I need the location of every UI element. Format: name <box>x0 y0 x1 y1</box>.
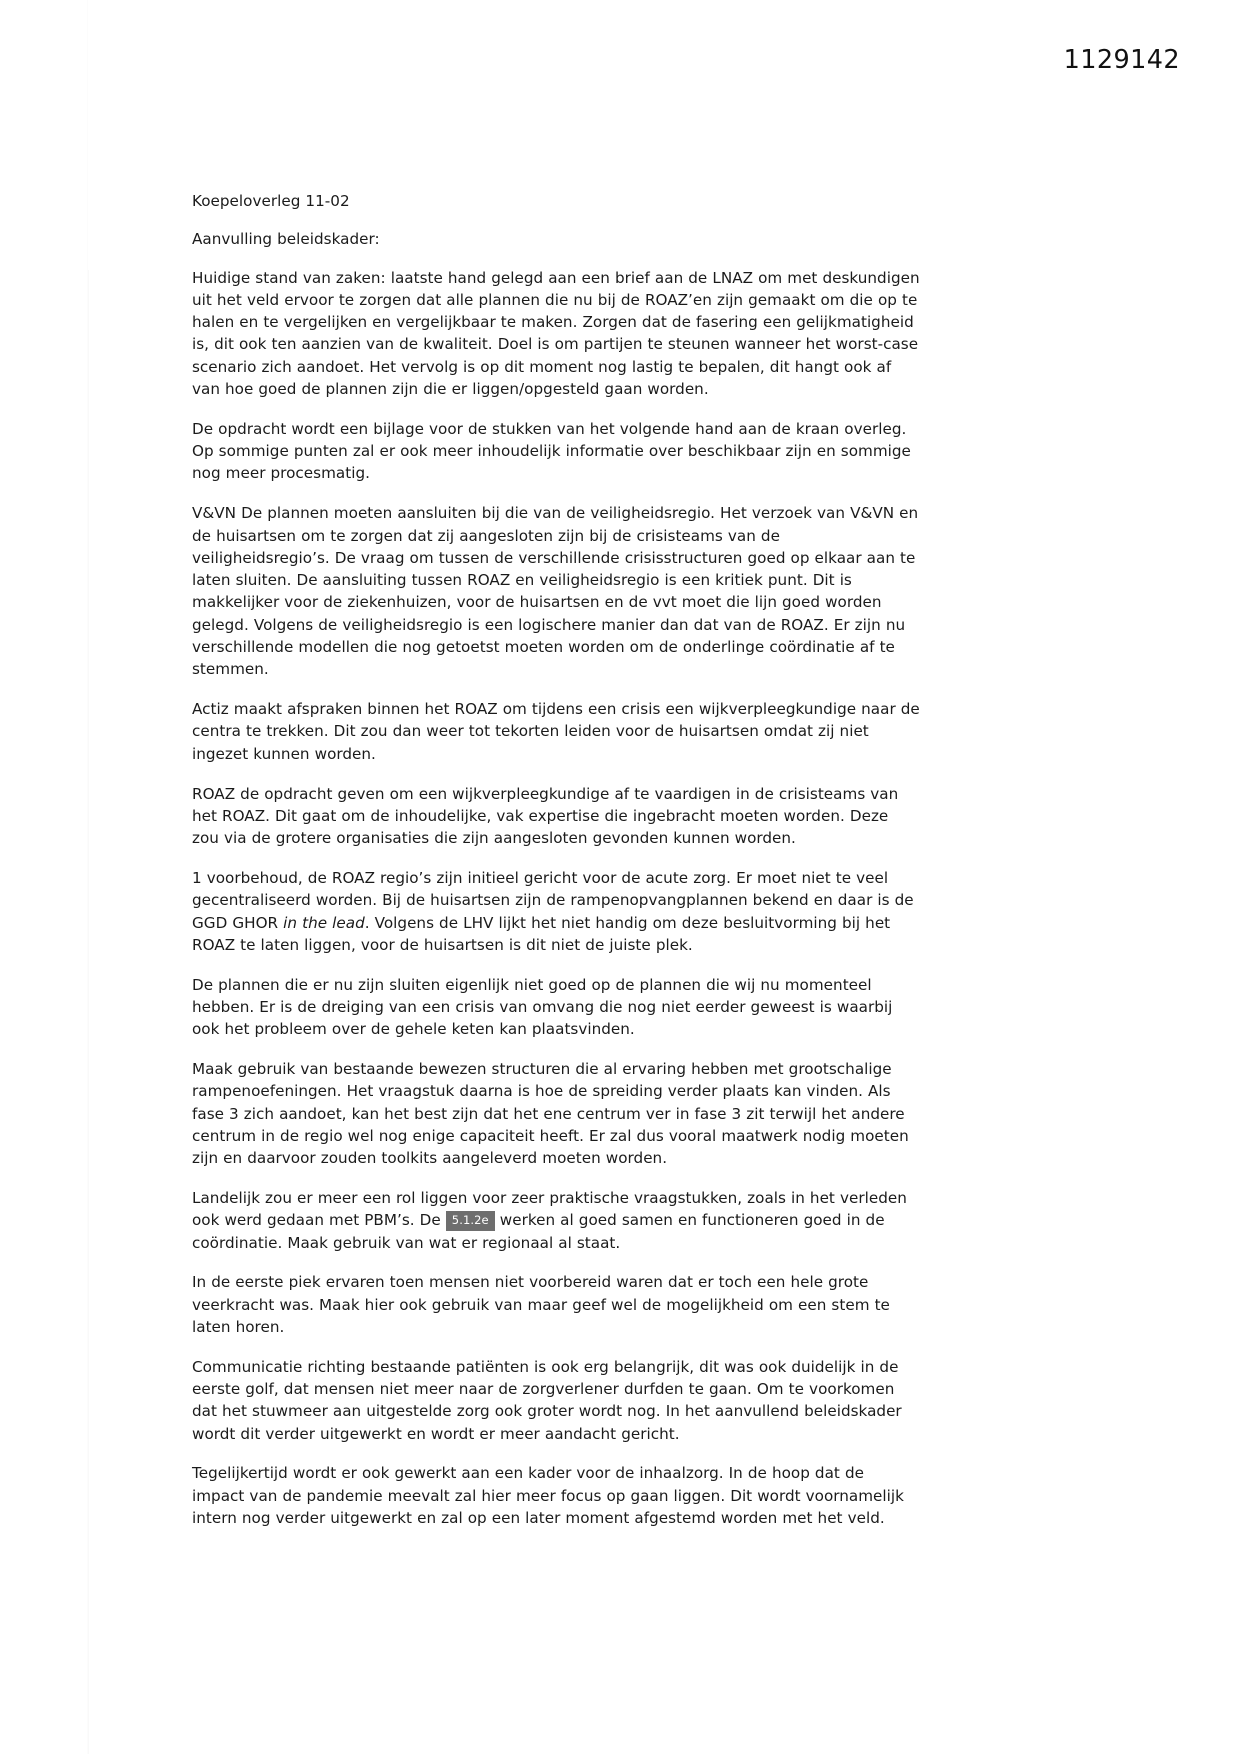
paragraph-bestaande-structuren: Maak gebruik van bestaande bewezen structuren die al ervaring hebben met grootschalige rampenoefeningen. Het vraagstuk daarna is hoe de spreiding verder plaats kan vinden. Als fase 3 zich aandoet, kan het best zijn dat het ene centrum ver in fase 3 zit terwijl het andere centrum in de regio wel nog enige capaciteit heeft. Er zal dus vooral maatwerk nodig moeten zijn en daarvoor zouden toolkits aangeleverd moeten worden. <box>192 1060 909 1168</box>
paragraph-eerste-piek: In de eerste piek ervaren toen mensen niet voorbereid waren dat er toch een hele grote veerkracht was. Maak hier ook gebruik van maar geef wel de mogelijkheid om een stem te laten horen. <box>192 1273 890 1336</box>
paragraph-communicatie-patienten: Communicatie richting bestaande patiënten is ook erg belangrijk, dit was ook duidelijk in de eerste golf, dat mensen niet meer naar de zorgverlener durfden te gaan. Om te voorkomen dat het stuwmeer aan uitgestelde zorg ook groter wordt nog. In het aanvullend beleidskader wordt dit verder uitgewerkt en wordt er meer aandacht gericht. <box>192 1357 902 1443</box>
paragraph-landelijk-text-after: werken al goed samen en functioneren goed in de coördinatie. Maak gebruik van wat er regionaal al staat. <box>192 1211 885 1252</box>
page-sheet-left-edge <box>88 270 89 1754</box>
paragraph-landelijk-rol <box>192 1187 920 1254</box>
paragraph-vvn-plannen: V&VN De plannen moeten aansluiten bij die van de veiligheidsregio. Het verzoek van V&VN en de huisartsen om te zorgen dat zij aangesloten zijn bij de crisisteams van de veiligheidsregio’s. De vraag om tussen de verschillende crisisstructuren goed op elkaar aan te laten sluiten. De aansluiting tussen ROAZ en veiligheidsregio is een kritiek punt. Dit is makkelijker voor de ziekenhuizen, voor de huisartsen en de vvt moet die lijn goed worden gelegd. Volgens de veiligheidsregio is een logischere manier dan dat van de ROAZ. Er zijn nu verschillende modellen die nog getoetst moeten worden om de onderlinge coördinatie af te stemmen. <box>192 504 919 679</box>
redaction-box: 5.1.2e <box>446 1211 495 1231</box>
paragraph-voorbehoud-text-after: . Volgens de LHV lijkt het niet handig om deze besluitvorming bij het ROAZ te laten liggen, voor de huisartsen is dit niet de juiste plek. <box>192 913 891 954</box>
document-title-line: Koepeloverleg 11-02 <box>192 192 350 210</box>
paragraph-landelijk-text-before: Landelijk zou er meer een rol liggen voor zeer praktische vraagstukken, zoals in het verleden ook werd gedaan met PBM’s. De <box>192 1188 907 1230</box>
paragraph-plannen-dreiging: De plannen die er nu zijn sluiten eigenlijk niet goed op de plannen die wij nu momenteel hebben. Er is de dreiging van een crisis van omvang die nog niet eerder geweest is waarbij ook het probleem over de gehele keten kan plaatsvinden. <box>192 975 893 1039</box>
paragraph-voorbehoud-italic-phrase: in the lead <box>283 913 365 932</box>
document-body <box>192 190 920 1529</box>
paragraph-voorbehoud-text-before: 1 voorbehoud, de ROAZ regio’s zijn initieel gericht voor de acute zorg. Er moet niet te veel gecentraliseerd worden. Bij de huisartsen zijn de rampenopvangplannen bekend en daar is de GGD GHOR <box>192 868 914 932</box>
paragraph-inhaalzorg-kader: Tegelijkertijd wordt er ook gewerkt aan een kader voor de inhaalzorg. In de hoop dat de impact van de pandemie meevalt zal hier meer focus op gaan liggen. Dit wordt voornamelijk intern nog verder uitgewerkt en zal op een later moment afgestemd worden met het veld. <box>192 1464 904 1528</box>
paragraph-huidige-stand-van-zaken: Huidige stand van zaken: laatste hand gelegd aan een brief aan de LNAZ om met deskundigen uit het veld ervoor te zorgen dat alle plannen die nu bij de ROAZ’en zijn gemaakt om die op te halen en te vergelijken en vergelijkbaar te maken. Zorgen dat de fasering een gelijkmatigheid is, dit ook ten aanzien van de kwaliteit. Doel is om partijen te steunen wanneer het worst-case scenario zich aandoet. Het vervolg is op dit moment nog lastig te bepalen, dit hangt ook af van hoe goed de plannen zijn die er liggen/opgesteld gaan worden. <box>192 268 920 399</box>
paragraph-actiz-afspraken: Actiz maakt afspraken binnen het ROAZ om tijdens een crisis een wijkverpleegkundige naar de centra te trekken. Dit zou dan weer tot tekorten leiden voor de huisartsen omdat zij niet ingezet kunnen worden. <box>192 700 920 763</box>
paragraph-opdracht-bijlage: De opdracht wordt een bijlage voor de stukken van het volgende hand aan de kraan overleg. Op sommige punten zal er ook meer inhoudelijk informatie over beschikbaar zijn en sommige nog meer procesmatig. <box>192 419 911 483</box>
document-number: 1129142 <box>1063 45 1180 75</box>
paragraph-roaz-opdracht: ROAZ de opdracht geven om een wijkverpleegkundige af te vaardigen in de crisisteams van het ROAZ. Dit gaat om de inhoudelijke, vak expertise die ingebracht moeten worden. Deze zou via de grotere organisaties die zijn aangesloten gevonden kunnen worden. <box>192 784 899 848</box>
paragraph-voorbehoud-roaz <box>192 867 920 956</box>
document-subtitle-line: Aanvulling beleidskader: <box>192 230 380 249</box>
